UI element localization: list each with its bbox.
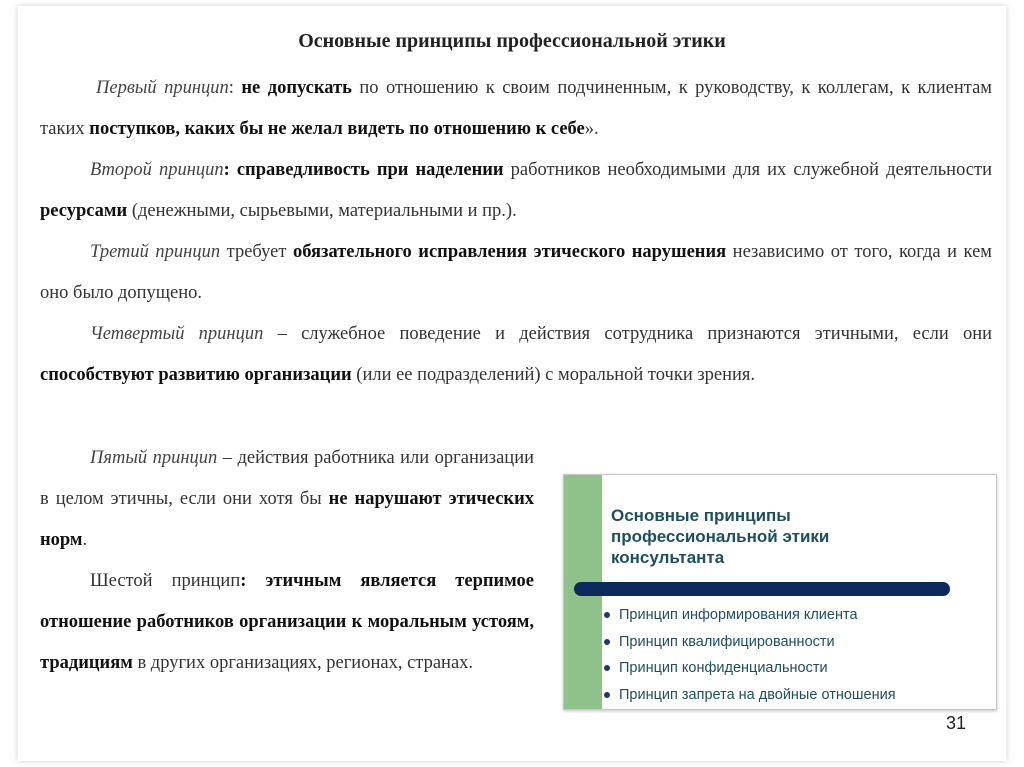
bold-text: терпимое отношение работников организации к моральным устоям, традициям (40, 571, 534, 673)
text: (или ее подразделений) с моральной точки зрения. (351, 365, 756, 385)
slide-title: Основные принципы профессиональной этики консультанта (611, 506, 830, 567)
text: . (82, 530, 88, 550)
text: : (228, 78, 242, 98)
list-item (604, 629, 896, 656)
paragraph-2 (40, 150, 992, 232)
list-item (604, 655, 896, 682)
list-item (604, 602, 896, 629)
principle-2-label: Второй принцип (90, 160, 224, 180)
page-title: Основные принципы профессиональной этики (298, 30, 726, 52)
page-number: 31 (945, 713, 966, 733)
principle-6-label: Шестой принцип (90, 571, 241, 591)
paragraph-6 (40, 561, 534, 684)
text: – служебное поведение и действия сотрудника признаются этичными, если они (263, 324, 993, 344)
bullet-icon (604, 665, 610, 671)
principle-3-label: Третий принцип (90, 242, 221, 262)
page (18, 6, 1006, 761)
text: (денежными, сырьевыми, материальными и пр.). (127, 201, 517, 221)
bold-text: не допускать (241, 78, 352, 98)
text: работников необходимыми для их служебной деятельности (503, 160, 992, 180)
principle-1-label: Первый принцип (96, 78, 229, 98)
slide-bullet-list (604, 602, 896, 708)
bullet-icon (604, 692, 610, 698)
bullet-icon (604, 612, 610, 618)
paragraph-5 (40, 438, 534, 561)
bold-text: : этичным является (240, 571, 456, 591)
text: ». (584, 119, 599, 139)
bold-text: обязательного исправления этического нарушения (292, 242, 727, 262)
bullet-text: Принцип информирования клиента (619, 607, 858, 623)
paragraph-4 (40, 314, 992, 396)
bold-text: ресурсами (40, 201, 128, 221)
bold-text: : (223, 160, 237, 180)
bold-text: поступков, каких бы не желал видеть по отношению к себе (89, 119, 585, 139)
slide-divider-bar (574, 582, 950, 596)
bullet-icon (604, 639, 610, 645)
text: независимо от того, когда и кем оно было допущено. (40, 242, 992, 303)
bold-text: справедливость при наделении (236, 160, 504, 180)
bold-text: не нарушают этических норм (40, 489, 534, 550)
bullet-text: Принцип конфиденциальности (619, 660, 828, 676)
text: требует (220, 242, 293, 262)
text: по отношению к своим подчиненным, к руководству, к коллегам, к клиентам таких (40, 78, 993, 139)
paragraph-1 (40, 68, 992, 150)
inset-slide (563, 474, 997, 710)
text: – действия работника или организации в целом этичны, если они хотя бы (40, 448, 534, 509)
list-item (604, 682, 896, 709)
bold-text: способствуют развитию организации (40, 365, 352, 385)
principle-5-label: Пятый принцип (90, 448, 218, 468)
bullet-text: Принцип запрета на двойные отношения (619, 686, 896, 703)
principle-4-label: Четвертый принцип (90, 324, 264, 344)
bullet-text: Принцип квалифицированности (619, 633, 835, 650)
paragraph-3 (40, 232, 992, 314)
text: в других организациях, регионах, странах. (132, 653, 474, 673)
